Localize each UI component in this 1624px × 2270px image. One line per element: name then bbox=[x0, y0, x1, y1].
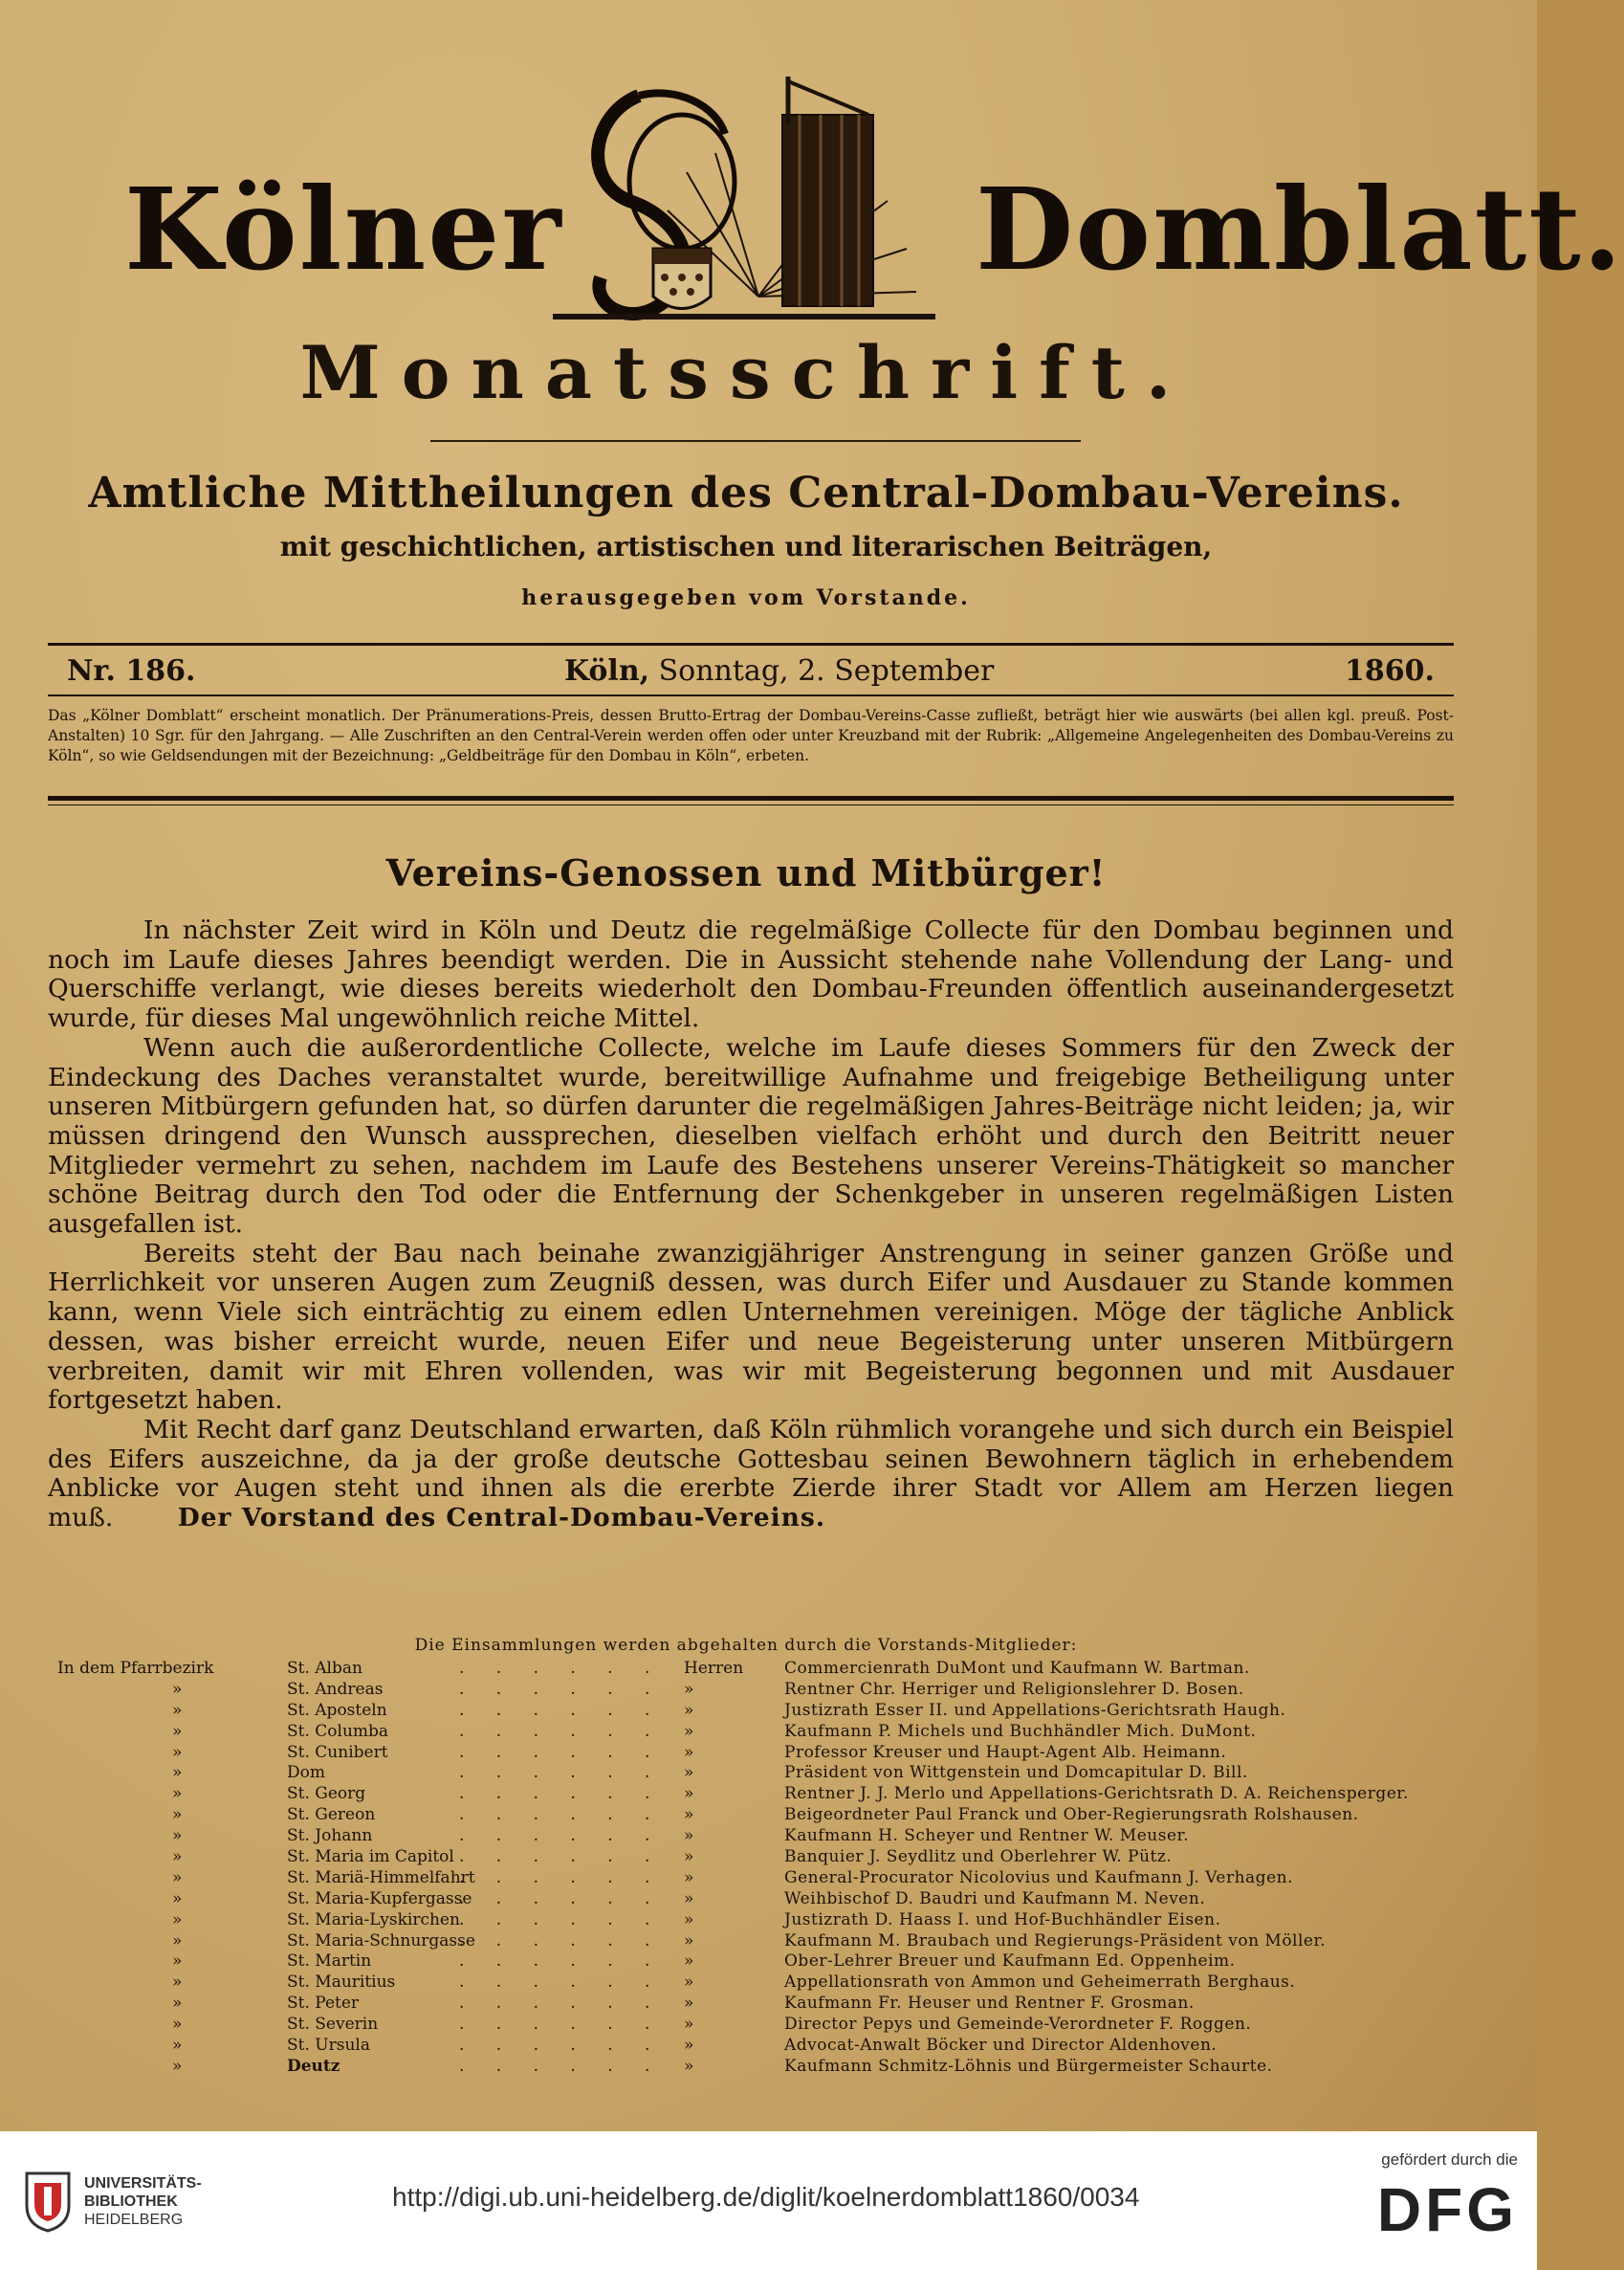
table-row bbox=[57, 2036, 1463, 2057]
ditto-mark: » bbox=[172, 1679, 183, 1699]
divider bbox=[430, 440, 1081, 442]
ditto-mark: » bbox=[172, 1951, 183, 1972]
district: St. Cunibert bbox=[287, 1742, 388, 1762]
ditto-mark: » bbox=[684, 1826, 694, 1846]
ditto-mark: » bbox=[684, 1951, 694, 1972]
subscription-notice: Das „Kölner Domblatt“ erscheint monatlich. Der Pränumerations-Preis, dessen Brutto-Ertrag der Dombau-Vereins-Casse zufließt, beträgt hier wie auswärts (bei allen kgl. preuß. Post-Anstalten) 10 Sgr. für den Jahrgang. — Alle Zuschriften an den Central-Verein werden offen oder unter Kreuzband mit der Rubrik: „Allgemeine Angelegenheiten des Dombau-Vereins zu Köln“, so wie Geldsendungen mit der Bezeichnung: „Geldbeiträge für den Dombau in Köln“, erbeten. bbox=[48, 707, 1454, 764]
district: St. Maria-Schnurgasse bbox=[287, 1930, 475, 1950]
district: St. Mauritius bbox=[287, 1972, 396, 1993]
members: Commercienrath DuMont und Kaufmann W. Bartman. bbox=[784, 1659, 1250, 1678]
ditto-mark: » bbox=[684, 1994, 694, 2014]
leader-dots: . . . . . . bbox=[459, 2036, 664, 2056]
members: Advocat-Anwalt Böcker und Director Aldenhoven. bbox=[784, 2036, 1218, 2056]
rule-thick bbox=[48, 796, 1454, 801]
leader-dots: . . . . . . bbox=[459, 1930, 664, 1950]
leader-dots: . . . . . . bbox=[459, 1763, 664, 1783]
members: Banquier J. Seydlitz und Oberlehrer W. Pütz. bbox=[784, 1847, 1173, 1867]
ditto-mark: » bbox=[172, 1742, 183, 1762]
district: St. Ursula bbox=[287, 2036, 370, 2056]
leader-dots: . . . . . . bbox=[459, 1700, 664, 1720]
contents-line: mit geschichtlichen, artistischen und literarischen Beiträgen, bbox=[279, 531, 1213, 562]
rule-issue bbox=[48, 694, 1454, 696]
members: Kaufmann Schmitz-Löhnis und Bürgermeister Schaurte. bbox=[784, 2056, 1273, 2076]
ditto-mark: » bbox=[172, 1888, 183, 1908]
district: St. Georg bbox=[287, 1784, 366, 1804]
signature: Der Vorstand des Central-Dombau-Vereins. bbox=[177, 1503, 826, 1533]
table-row bbox=[57, 1847, 1463, 1868]
ditto-mark: » bbox=[684, 1700, 694, 1720]
ditto-mark: » bbox=[172, 1826, 183, 1846]
ditto-mark: » bbox=[684, 1972, 694, 1993]
ditto-mark: » bbox=[684, 1867, 694, 1887]
paragraph: In nächster Zeit wird in Köln und Deutz die regelmäßige Collecte für den Dombau beginnen und noch im Laufe dieses Jahres beendigt werden. Die in Aussicht stehende nahe Vollendung der Lang- und Querschiffe verlangt, wie dieses bereits wiederholt den Dombau-Freunden öffentlich auseinandergesetzt wurde, für dieses Mal ungewöhnlich reiche Mittel. bbox=[48, 915, 1454, 1034]
title-left: Kölner bbox=[124, 163, 563, 296]
ditto-mark: » bbox=[172, 1784, 183, 1804]
district: St. Maria-Lyskirchen bbox=[287, 1909, 460, 1929]
members: Justizrath Esser II. und Appellations-Gerichtsrath Haugh. bbox=[784, 1700, 1286, 1720]
table-row bbox=[57, 1994, 1463, 2015]
leader-dots: . . . . . . bbox=[459, 1784, 664, 1804]
library-line: UNIVERSITÄTS- bbox=[84, 2175, 202, 2192]
leader-dots: . . . . . . bbox=[459, 1951, 664, 1972]
ditto-mark: » bbox=[684, 1930, 694, 1950]
table-row bbox=[57, 1931, 1463, 1952]
members: Justizrath D. Haass I. und Hof-Buchhändler Eisen. bbox=[784, 1909, 1221, 1929]
ditto-mark: » bbox=[172, 1909, 183, 1929]
leader-dots: . . . . . . bbox=[459, 1867, 664, 1887]
table-row bbox=[57, 1972, 1463, 1994]
members: Weihbischof D. Baudri und Kaufmann M. Neven. bbox=[784, 1888, 1206, 1908]
district: St. Maria-Kupfergasse bbox=[287, 1888, 472, 1908]
paragraph bbox=[48, 1416, 1454, 1533]
table-row bbox=[57, 1680, 1463, 1701]
ditto-mark: » bbox=[684, 1909, 694, 1929]
ditto-mark: » bbox=[172, 2036, 183, 2056]
table-row bbox=[57, 1826, 1463, 1847]
ditto-mark: » bbox=[684, 1847, 694, 1867]
members: Kaufmann H. Scheyer und Rentner W. Meuser. bbox=[784, 1826, 1190, 1846]
rule-top bbox=[48, 643, 1454, 646]
district-prefix: In dem Pfarrbezirk bbox=[57, 1659, 214, 1678]
ditto-mark: » bbox=[172, 1700, 183, 1720]
members: Ober-Lehrer Breuer und Kaufmann Ed. Oppenheim. bbox=[784, 1951, 1236, 1972]
ditto-mark: » bbox=[172, 1867, 183, 1887]
title-right: Domblatt. bbox=[976, 163, 1624, 296]
collections-table bbox=[57, 1659, 1463, 2078]
members: Kaufmann M. Braubach und Regierungs-Präsident von Möller. bbox=[784, 1930, 1327, 1950]
table-row bbox=[57, 1743, 1463, 1764]
leader-dots: . . . . . . bbox=[459, 1742, 664, 1762]
table-row bbox=[57, 2015, 1463, 2036]
members: Präsident von Wittgenstein und Domcapitular D. Bill. bbox=[784, 1763, 1248, 1783]
members: Rentner Chr. Herriger und Religionslehrer D. Bosen. bbox=[784, 1679, 1244, 1699]
university-seal-icon bbox=[19, 2168, 77, 2235]
district: St. Columba bbox=[287, 1721, 389, 1741]
members: Kaufmann Fr. Heuser und Rentner F. Grosman. bbox=[784, 1994, 1195, 2014]
permalink-url[interactable]: http://digi.ub.uni-heidelberg.de/diglit/koelnerdomblatt1860/0034 bbox=[392, 2182, 1140, 2212]
leader-dots: . . . . . . bbox=[459, 1805, 664, 1825]
ditto-mark: » bbox=[684, 2036, 694, 2056]
ditto-mark: » bbox=[684, 1742, 694, 1762]
members: Director Pepys und Gemeinde-Verordneter F. Roggen. bbox=[784, 2015, 1252, 2035]
leader-dots: . . . . . . bbox=[459, 1888, 664, 1908]
table-row bbox=[57, 1701, 1463, 1722]
issue-number: Nr. 186. bbox=[67, 654, 196, 688]
members: Kaufmann P. Michels und Buchhändler Mich. DuMont. bbox=[784, 1721, 1257, 1741]
ditto-mark: » bbox=[172, 1721, 183, 1741]
official-subtitle: Amtliche Mittheilungen des Central-Dombau-Vereins. bbox=[88, 469, 1404, 518]
table-row bbox=[57, 1910, 1463, 1931]
dfg-logo: DFG bbox=[1376, 2175, 1518, 2244]
leader-dots: . . . . . . bbox=[459, 2056, 664, 2076]
district: Dom bbox=[287, 1763, 325, 1783]
article-heading: Vereins-Genossen und Mitbürger! bbox=[385, 851, 1107, 894]
ditto-mark: » bbox=[684, 2015, 694, 2035]
members: General-Procurator Nicolovius und Kaufmann J. Verhagen. bbox=[784, 1867, 1293, 1887]
ditto-mark: » bbox=[684, 2056, 694, 2076]
district: St. Johann bbox=[287, 1826, 373, 1846]
ditto-mark: » bbox=[684, 1763, 694, 1783]
members: Professor Kreuser und Haupt-Agent Alb. Heimann. bbox=[784, 1742, 1227, 1762]
table-row bbox=[57, 1951, 1463, 1972]
newspaper-page bbox=[29, 0, 1624, 2131]
library-line: BIBLIOTHEK bbox=[84, 2193, 178, 2210]
library-name bbox=[84, 2174, 202, 2229]
sponsor-caption: gefördert durch die bbox=[1381, 2150, 1518, 2169]
table-row bbox=[57, 1868, 1463, 1889]
district: St. Severin bbox=[287, 2015, 379, 2035]
leader-dots: . . . . . . bbox=[459, 1994, 664, 2014]
masthead bbox=[29, 57, 1624, 344]
table-row bbox=[57, 1722, 1463, 1743]
district: St. Martin bbox=[287, 1951, 372, 1972]
district: Deutz bbox=[287, 2056, 340, 2076]
leader-dots: . . . . . . bbox=[459, 1972, 664, 1993]
library-footer bbox=[0, 2131, 1537, 2270]
members: Appellationsrath von Ammon und Geheimerrath Berghaus. bbox=[784, 1972, 1296, 1993]
issue-place-date bbox=[564, 654, 994, 688]
ditto-mark: » bbox=[684, 1888, 694, 1908]
leader-dots: . . . . . . bbox=[459, 1909, 664, 1929]
ditto-mark: » bbox=[172, 1994, 183, 2014]
table-row bbox=[57, 1889, 1463, 1910]
subtitle-monatsschrift: Monatsschrift. bbox=[299, 330, 1193, 415]
leader-dots: . . . . . . bbox=[459, 1659, 664, 1678]
leader-dots: . . . . . . bbox=[459, 1826, 664, 1846]
ditto-mark: » bbox=[684, 1721, 694, 1741]
issue-bar bbox=[48, 650, 1454, 691]
district: St. Peter bbox=[287, 1994, 360, 2014]
article-body bbox=[48, 916, 1454, 1533]
paragraph: Wenn auch die außerordentliche Collecte, welche im Laufe dieses Sommers für den Zweck der Eindeckung des Daches veranstaltet wurde, bereitwillige Aufnahme und freigebige Betheiligung unter unseren Mitbürgern gefunden hat, so dürfen darunter die regelmäßigen Jahres-Beiträge nicht leiden; ja, wir müssen dringend den Wunsch aussprechen, dieselben vielfach erhöht und durch den Beitritt neuer Mitglieder vermehrt zu sehen, nachdem im Laufe des Bestehens unserer Vereins-Thätigkeit so mancher schöne Beitrag durch den Tod oder die Entfernung der Schenkgeber in unseren regelmäßigen Listen ausgefallen ist. bbox=[48, 1032, 1454, 1240]
table-row bbox=[57, 1784, 1463, 1805]
ditto-mark: » bbox=[172, 1930, 183, 1950]
ditto-mark: » bbox=[684, 1784, 694, 1804]
issue-date: Sonntag, 2. September bbox=[658, 654, 995, 688]
district: St. Aposteln bbox=[287, 1700, 387, 1720]
leader-dots: . . . . . . bbox=[459, 2015, 664, 2035]
ditto-mark: » bbox=[172, 2056, 183, 2076]
leader-dots: . . . . . . bbox=[459, 1679, 664, 1699]
ditto-mark: » bbox=[172, 2015, 183, 2035]
ditto-mark: » bbox=[172, 1805, 183, 1825]
ditto-mark: » bbox=[172, 1763, 183, 1783]
ditto-mark: » bbox=[172, 1847, 183, 1867]
leader-dots: . . . . . . bbox=[459, 1721, 664, 1741]
ditto-mark: » bbox=[172, 1972, 183, 1993]
members: Beigeordneter Paul Franck und Ober-Regierungsrath Rolshausen. bbox=[784, 1805, 1359, 1825]
herren-label: Herren bbox=[684, 1659, 744, 1678]
paragraph-text: Mit Recht darf ganz Deutschland erwarten, daß Köln rühmlich vorangehe und sich durch ein Beispiel des Eifers auszeichne, da ja der große deutsche Gottesbau seinen Bewohnern täglich in erhebendem Anblicke vor Augen steht und ihnen als die ererbte Zierde ihrer Stadt vor Allem am Herzen liegen muß. bbox=[48, 1414, 1454, 1533]
table-row bbox=[57, 1763, 1463, 1784]
leader-dots: . . . . . . bbox=[459, 1847, 664, 1867]
table-row bbox=[57, 2057, 1463, 2078]
ditto-mark: » bbox=[684, 1679, 694, 1699]
table-row bbox=[57, 1659, 1463, 1680]
table-row bbox=[57, 1805, 1463, 1826]
paragraph: Bereits steht der Bau nach beinahe zwanzigjähriger Anstrengung in seiner ganzen Größe und Herrlichkeit vor unseren Augen zum Zeugniß dessen, was durch Eifer und Ausdauer zu Stande kommen kann, wenn Viele sich einträchtig zu einem edlen Unternehmen vereinigen. Möge der tägliche Anblick dessen, was bisher erreicht wurde, neuen Eifer und neue Begeisterung unter unseren Mitbürgern verbreiten, damit wir mit Ehren vollenden, was wir mit Begeisterung begonnen und mit Ausdauer fortgesetzt haben. bbox=[48, 1238, 1454, 1416]
members: Rentner J. J. Merlo und Appellations-Gerichtsrath D. A. Reichensperger. bbox=[784, 1784, 1409, 1804]
district: St. Maria im Capitol bbox=[287, 1847, 454, 1867]
district: St. Mariä-Himmelfahrt bbox=[287, 1867, 475, 1887]
district: St. Gereon bbox=[287, 1805, 376, 1825]
district: St. Alban bbox=[287, 1659, 362, 1678]
ditto-mark: » bbox=[684, 1805, 694, 1825]
library-line: HEIDELBERG bbox=[84, 2212, 184, 2228]
issue-year: 1860. bbox=[1345, 654, 1435, 688]
district: St. Andreas bbox=[287, 1679, 384, 1699]
collections-title: Die Einsammlungen werden abgehalten durch die Vorstands-Mitglieder: bbox=[414, 1636, 1078, 1655]
cathedral-emblem-icon bbox=[553, 57, 935, 335]
editors-line: herausgegeben vom Vorstande. bbox=[521, 585, 971, 610]
issue-place: Köln, bbox=[564, 654, 650, 688]
rule-thin bbox=[48, 804, 1454, 805]
